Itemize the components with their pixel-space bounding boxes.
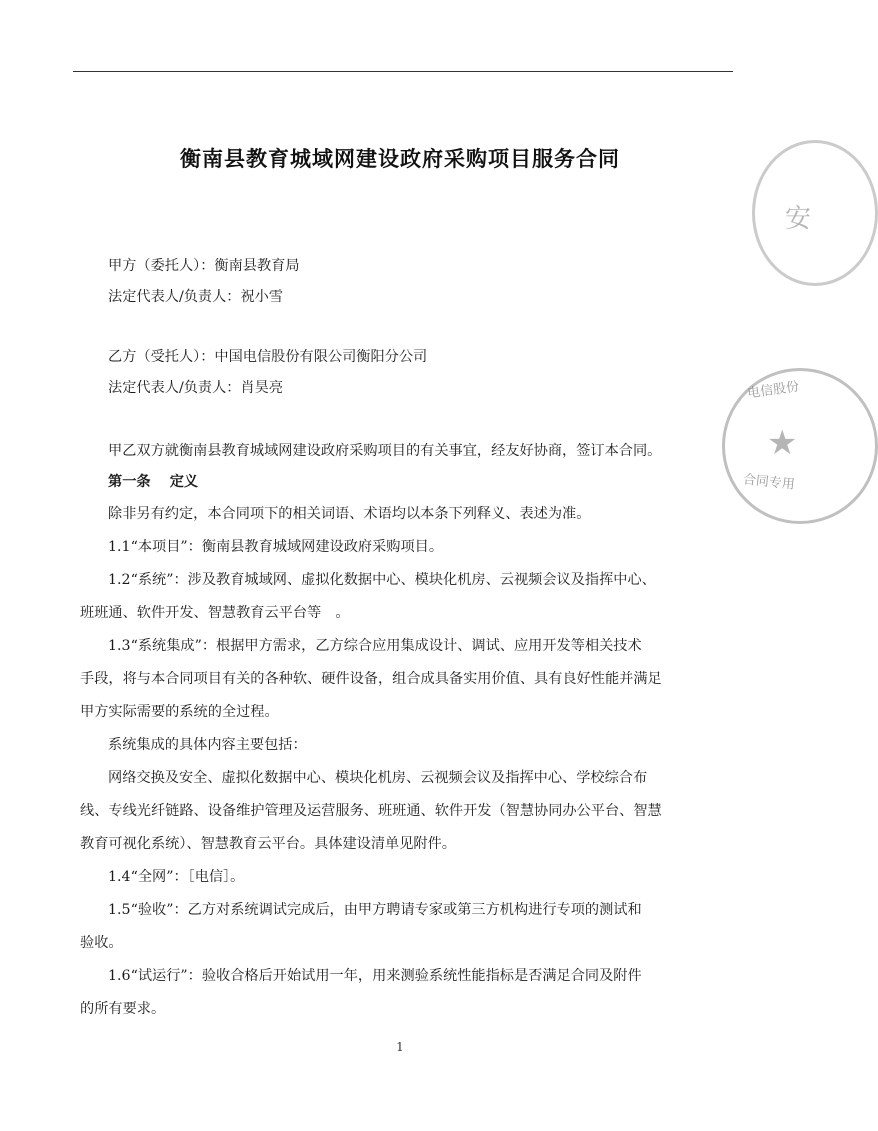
text-line: 系统集成的具体内容主要包括：: [108, 737, 307, 753]
text-line: 教育可视化系统）、智慧教育云平台。具体建设清单见附件。: [80, 836, 456, 852]
seal-character: 安: [785, 204, 812, 234]
party-a-line: 甲方（委托人）：衡南县教育局: [108, 258, 300, 274]
text-line: 的所有要求。: [80, 1001, 166, 1017]
text-line: 除非另有约定，本合同项下的相关词语、术语均以本条下列释义、表述为准。: [108, 506, 591, 522]
text-line: 1.2“系统”：涉及教育城域网、虚拟化数据中心、模块化机房、云视频会议及指挥中心、: [108, 572, 656, 588]
header-rule: [73, 71, 733, 72]
party-a-representative: 法定代表人/负责人：祝小雪: [108, 289, 284, 305]
text-line: 甲方实际需要的系统的全过程。: [80, 704, 279, 720]
article-1-heading: 第一条 定义: [108, 474, 199, 490]
seal-ring-text: 电信股份: [746, 379, 801, 402]
text-line: 班班通、软件开发、智慧教育云平台等 。: [80, 605, 350, 621]
seal-star-icon: ★: [767, 423, 798, 463]
text-line: 1.3“系统集成”：根据甲方需求，乙方综合应用集成设计、调试、应用开发等相关技术: [108, 638, 642, 654]
seal-lower-text: 合同专用: [742, 472, 796, 493]
party-b-representative: 法定代表人/负责人：肖昊亮: [108, 380, 284, 396]
party-b-line: 乙方（受托人）：中国电信股份有限公司衡阳分公司: [108, 349, 428, 365]
text-line: 1.5“验收”：乙方对系统调试完成后，由甲方聘请专家或第三方机构进行专项的测试和: [108, 902, 642, 918]
text-line: 1.1“本项目”：衡南县教育城域网建设政府采购项目。: [108, 539, 444, 555]
contract-title: 衡南县教育城域网建设政府采购项目服务合同: [180, 147, 620, 171]
text-line: 线、专线光纤链路、设备维护管理及运营服务、班班通、软件开发（智慧协同办公平台、智慧: [80, 803, 662, 819]
contract-seal: [722, 368, 878, 524]
text-line: 网络交换及安全、虚拟化数据中心、模块化机房、云视频会议及指挥中心、学校综合布: [108, 770, 648, 786]
intro-paragraph: 甲乙双方就衡南县教育城域网建设政府采购项目的有关事宜，经友好协商，签订本合同。: [108, 443, 662, 459]
text-line: 手段，将与本合同项目有关的各种软、硬件设备，组合成具备实用价值、具有良好性能并满足: [80, 671, 662, 687]
text-line: 1.4“全网”：［电信］。: [108, 869, 245, 885]
page-number: 1: [396, 1040, 404, 1054]
text-line: 验收。: [80, 935, 123, 951]
company-seal-partial: [752, 140, 878, 286]
text-line: 1.6“试运行”：验收合格后开始试用一年，用来测验系统性能指标是否满足合同及附件: [108, 968, 642, 984]
